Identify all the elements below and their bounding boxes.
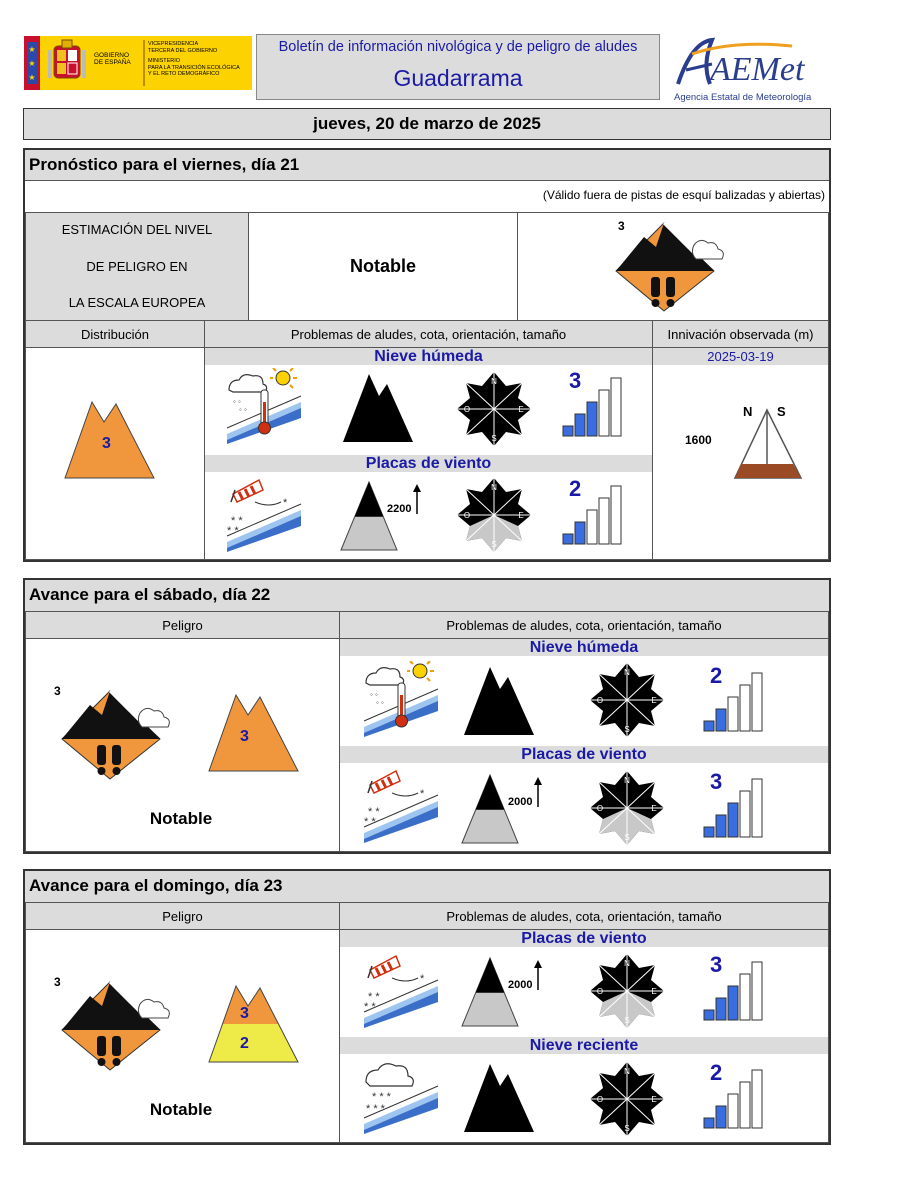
distribution-upper-level: 3 bbox=[240, 1005, 249, 1022]
aemet-logo-icon bbox=[672, 34, 832, 86]
danger-cell bbox=[25, 638, 340, 852]
aspect-compass-icon bbox=[588, 769, 666, 847]
altitude-value: 2000 bbox=[508, 796, 533, 808]
danger-level-number: 3 bbox=[54, 684, 61, 698]
danger-level-number: 3 bbox=[618, 219, 625, 233]
distribution-split-mountain-icon bbox=[206, 980, 302, 1066]
bulletin-title-box bbox=[256, 34, 660, 100]
estimation-line2: DE PELIGRO EN bbox=[86, 259, 188, 274]
col-danger: Peligro bbox=[25, 902, 340, 930]
saturday-section bbox=[23, 578, 831, 854]
aemet-subtitle: Agencia Estatal de Meteorología bbox=[674, 92, 812, 103]
distribution-mountain-icon bbox=[62, 396, 158, 482]
danger-level-3-icon bbox=[50, 681, 180, 781]
avalanche-size-icon bbox=[702, 667, 764, 733]
problem-title: Nieve húmeda bbox=[340, 639, 828, 656]
snowline-date: 2025-03-19 bbox=[653, 348, 828, 365]
saturday-title: Avance para el sábado, día 22 bbox=[25, 580, 829, 612]
estimation-line3: LA ESCALA EUROPEA bbox=[68, 295, 206, 310]
aspect-compass-icon bbox=[588, 661, 666, 739]
danger-level-number: 3 bbox=[54, 975, 61, 989]
problems-cell bbox=[204, 347, 653, 560]
bulletin-title: Boletín de información nivológica y de peligro de aludes bbox=[278, 39, 638, 55]
danger-level-3-icon bbox=[604, 213, 734, 313]
col-distribution: Distribución bbox=[25, 320, 205, 348]
distribution-level: 3 bbox=[102, 435, 111, 452]
col-problems: Problemas de aludes, cota, orientación, tamaño bbox=[339, 611, 829, 639]
altitude-full-mountain-icon bbox=[462, 1060, 536, 1134]
avalanche-size-number: 2 bbox=[710, 1064, 723, 1085]
distribution-cell bbox=[25, 347, 205, 560]
problems-cell bbox=[339, 638, 829, 852]
problems-cell bbox=[339, 929, 829, 1143]
distribution-mountain-icon bbox=[206, 689, 302, 775]
avalanche-size-icon bbox=[561, 480, 623, 546]
altitude-value: 2000 bbox=[508, 979, 533, 991]
danger-level-icon-cell bbox=[517, 212, 829, 321]
avalanche-size-number: 2 bbox=[569, 480, 582, 501]
avalanche-size-number: 2 bbox=[710, 667, 723, 688]
forecast-title: Pronóstico para el viernes, día 21 bbox=[25, 150, 829, 181]
svg-text:★: ★ bbox=[28, 59, 36, 68]
danger-level-text: Notable bbox=[149, 1100, 213, 1119]
wind-slab-icon bbox=[225, 476, 305, 552]
estimation-label bbox=[25, 212, 249, 321]
snowline-south: S bbox=[777, 404, 786, 419]
gobierno-line2: DE ESPAÑA bbox=[94, 59, 131, 66]
altitude-full-mountain-icon bbox=[341, 370, 415, 444]
distribution-level: 3 bbox=[240, 728, 249, 745]
wind-slab-icon bbox=[362, 767, 442, 843]
snowline-cell bbox=[652, 347, 829, 560]
altitude-above-icon bbox=[339, 476, 431, 552]
avalanche-size-icon bbox=[561, 372, 623, 438]
aspect-compass-icon bbox=[455, 476, 533, 554]
problem-title: Nieve reciente bbox=[340, 1037, 828, 1054]
svg-text:★: ★ bbox=[28, 73, 36, 82]
problem-title: Placas de viento bbox=[205, 455, 652, 472]
bulletin-date: jueves, 20 de marzo de 2025 bbox=[23, 108, 831, 140]
aspect-compass-icon bbox=[588, 1060, 666, 1138]
gov-line3: MINISTERIO bbox=[148, 58, 181, 64]
snowline-mountain-icon bbox=[683, 400, 813, 482]
aspect-compass-icon bbox=[588, 952, 666, 1030]
gobierno-line1: GOBIERNO bbox=[94, 52, 130, 59]
altitude-full-mountain-icon bbox=[462, 663, 536, 737]
sunday-title: Avance para el domingo, día 23 bbox=[25, 871, 829, 903]
snowline-altitude: 1600 bbox=[685, 433, 712, 447]
col-snowline: Innivación observada (m) bbox=[652, 320, 829, 348]
danger-cell bbox=[25, 929, 340, 1143]
validity-note: (Válido fuera de pistas de esquí balizadas y abiertas) bbox=[542, 188, 825, 202]
gov-line4: PARA LA TRANSICIÓN ECOLÓGICA bbox=[148, 64, 240, 71]
aspect-compass-icon bbox=[455, 370, 533, 448]
altitude-above-icon bbox=[460, 769, 552, 845]
forecast-section bbox=[23, 148, 831, 562]
problem-title: Placas de viento bbox=[340, 930, 828, 947]
avalanche-size-icon bbox=[702, 1064, 764, 1130]
distribution-lower-level: 2 bbox=[240, 1035, 249, 1052]
aemet-logo-text: AEMet bbox=[710, 51, 805, 86]
avalanche-size-number: 3 bbox=[710, 956, 723, 977]
gov-line1: VICEPRESIDENCIA bbox=[148, 41, 199, 47]
col-danger: Peligro bbox=[25, 611, 340, 639]
government-logo bbox=[24, 36, 252, 90]
estimation-line1: ESTIMACIÓN DEL NIVEL bbox=[61, 222, 213, 237]
avalanche-size-icon bbox=[702, 956, 764, 1022]
danger-level-text: Notable bbox=[149, 809, 213, 828]
danger-level-3-icon bbox=[50, 972, 180, 1072]
new-snow-icon bbox=[362, 1058, 442, 1134]
svg-text:★: ★ bbox=[28, 45, 36, 54]
problem-title: Placas de viento bbox=[340, 746, 828, 763]
avalanche-size-number: 3 bbox=[569, 372, 582, 393]
danger-level-text: Notable bbox=[248, 212, 518, 321]
avalanche-size-number: 3 bbox=[710, 773, 723, 794]
altitude-above-icon bbox=[460, 952, 552, 1028]
region-name: Guadarrama bbox=[393, 65, 523, 91]
wet-snow-icon bbox=[225, 368, 305, 444]
col-problems: Problemas de aludes, cota, orientación, tamaño bbox=[339, 902, 829, 930]
sunday-section bbox=[23, 869, 831, 1145]
avalanche-size-icon bbox=[702, 773, 764, 839]
problem-title: Nieve húmeda bbox=[205, 348, 652, 365]
gov-line5: Y EL RETO DEMOGRÁFICO bbox=[148, 71, 220, 77]
snowline-north: N bbox=[743, 404, 753, 419]
wind-slab-icon bbox=[362, 952, 442, 1028]
wet-snow-icon bbox=[362, 661, 442, 737]
aemet-logo bbox=[672, 34, 832, 106]
altitude-value: 2200 bbox=[387, 503, 412, 515]
col-problems: Problemas de aludes, cota, orientación, tamaño bbox=[204, 320, 653, 348]
gov-line2: TERCERA DEL GOBIERNO bbox=[148, 47, 218, 54]
